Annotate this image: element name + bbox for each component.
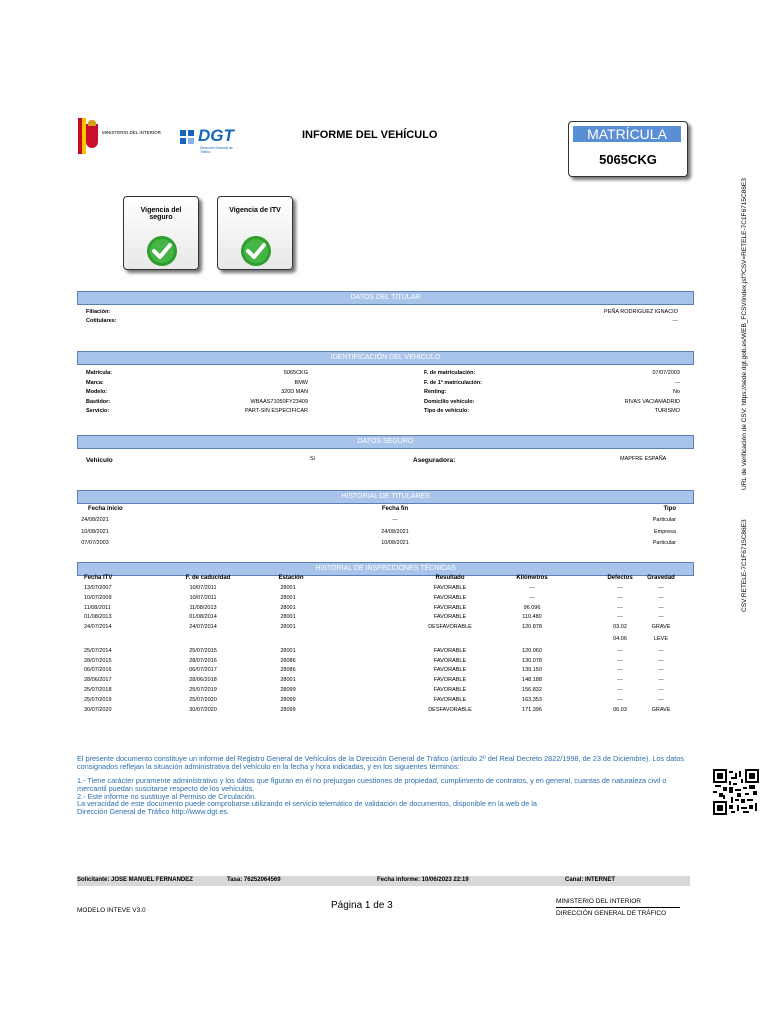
vehicle-field-value: BMW — [294, 379, 308, 386]
dgt-emblem-icon — [176, 126, 200, 150]
seguro-vehiculo-label: Vehículo — [86, 457, 113, 464]
aseguradora-label: Aseguradora: — [413, 457, 456, 464]
itv-table-cell: DESFAVORABLE — [428, 706, 472, 713]
itv-table-cell: FAVORABLE — [433, 604, 467, 611]
fecha-informe: Fecha informe: 10/06/2023 22:19 — [377, 877, 469, 883]
itv-table-cell: 28001 — [280, 647, 296, 654]
itv-table-cell: --- — [617, 647, 623, 654]
itv-table-cell: FAVORABLE — [433, 594, 467, 601]
itv-table-cell: 24/07/2014 — [84, 624, 112, 631]
itv-table-cell: --- — [529, 585, 535, 591]
owners-table-cell: 24/08/2021 — [81, 517, 109, 523]
itv-table-cell: GRAVE — [651, 706, 671, 713]
page-number: Página 1 de 3 — [331, 900, 393, 911]
itv-table-cell: --- — [617, 677, 623, 684]
itv-table-cell: 28001 — [280, 585, 296, 591]
footer-ministry: MINISTERIO DEL INTERIOR — [556, 898, 641, 905]
itv-table-cell: 163.353 — [522, 696, 542, 703]
csv-code: CSV:RETELE-7C1F6715C86E3 — [741, 519, 748, 612]
itv-table-cell: 96.096 — [523, 604, 541, 611]
insurance-validity-card — [123, 196, 199, 270]
legal-paragraph-4: La veracidad de este documento puede comprobarse utilizando el servicio telemático de validación de documentos, disponible en la web de la — [77, 799, 537, 808]
request-info-bar — [77, 876, 690, 886]
itv-table-cell: 28/06/2018 — [189, 677, 217, 684]
itv-table-cell: 148.188 — [522, 677, 542, 684]
itv-column-header: Resultado — [435, 575, 465, 581]
itv-table-cell: 25/07/2019 — [84, 696, 112, 703]
itv-table-cell: --- — [617, 667, 623, 674]
vehicle-field-label: Modelo: — [86, 389, 108, 395]
itv-table-cell: 28/06/2017 — [84, 677, 112, 684]
dgt-logo — [176, 126, 246, 154]
itv-column-header: Kilómetros — [516, 575, 548, 581]
vehicle-field-value: RIVAS VACIAMADRID — [624, 398, 680, 405]
itv-table-cell: 24/07/2014 — [189, 624, 217, 631]
insurance-validity-label: Vigencia del seguro — [140, 207, 182, 221]
itv-table-cell: --- — [658, 667, 664, 674]
vehicle-field-label: F. de 1ª matriculación: — [424, 379, 482, 386]
itv-table-cell: --- — [658, 614, 664, 621]
itv-validity-label: Vigencia de ITV — [229, 207, 281, 214]
dgt-subtitle: Dirección General de Tráfico — [200, 146, 233, 154]
owners-table-cell: 24/08/2021 — [381, 528, 409, 535]
vehicle-section-header: IDENTIFICACIÓN DEL VEHÍCULO — [77, 351, 694, 365]
itv-column-header: Defectos — [607, 575, 633, 581]
owners-table-cell: Empresa — [653, 528, 676, 535]
itv-table-cell: 28099 — [280, 696, 296, 703]
itv-table-cell: 25/07/2014 — [84, 647, 112, 654]
itv-table-cell: 25/07/2015 — [189, 647, 217, 654]
itv-column-header: Fecha ITV — [84, 575, 113, 581]
vehicle-field-label: Tipo de vehículo: — [424, 408, 470, 414]
owners-column-header: Fecha fin — [381, 506, 409, 512]
itv-table-cell: FAVORABLE — [433, 657, 467, 664]
legal-paragraph-3: 2.- Este informe no sustituye al Permiso de Circulación. — [77, 792, 257, 801]
itv-table-cell: 28086 — [280, 657, 296, 664]
itv-table-cell: --- — [658, 594, 664, 601]
vehicle-field-value: 07/07/2003 — [652, 370, 680, 376]
dgt-logo-text: DGT — [198, 126, 234, 145]
itv-table-cell: FAVORABLE — [433, 614, 467, 621]
vehicle-field-label: Servicio: — [86, 408, 110, 414]
plate-box — [568, 121, 688, 177]
itv-table-cell: 28001 — [280, 594, 296, 601]
itv-table-cell: 10/07/2009 — [84, 594, 112, 601]
itv-table-cell: --- — [617, 657, 623, 664]
legal-paragraph-1: El presente documento constituye un informe del Registro General de Vehículos de la Dirección General de Tráfico (artículo 2º del Real Decreto 2822/1998, de 23 de Diciembre). Los datos consignados reflejan la situación administrativa del vehículo en la fecha y hora indicadas, y en los siguientes términos: — [77, 754, 685, 771]
footer-direction: DIRECCIÓN GENERAL DE TRÁFICO — [556, 910, 667, 917]
check-icon — [146, 235, 178, 267]
filiacion-value: PEÑA RODRIGUEZ IGNACIO — [604, 309, 678, 315]
itv-table-cell: 130.078 — [522, 657, 542, 664]
canal: Canal: INTERNET — [565, 877, 616, 883]
owners-table-cell: 10/08/2021 — [81, 528, 109, 535]
itv-table-cell: 06/07/2016 — [84, 667, 112, 674]
itv-table-cell: 28/07/2015 — [84, 657, 112, 664]
cotitulares-label: Cotitulares: — [86, 318, 117, 324]
itv-table-cell: 28099 — [280, 687, 296, 693]
itv-table-cell: 04.06 — [613, 636, 627, 642]
legal-paragraph-2: 1.- Tiene carácter puramente administrativo y los datos que figuran en él no prejuzgan cuestiones de propiedad, cumplimiento de contratos, y en general, cuantas de naturaleza civil o mercantil puedan suscitarse respecto de los vehículos. — [77, 776, 667, 793]
ministry-name: MINISTERIO DEL INTERIOR — [102, 130, 161, 135]
itv-table-cell: 110.480 — [522, 614, 542, 621]
owners-column-header: Tipo — [663, 506, 676, 512]
itv-table-cell: 28001 — [280, 624, 296, 631]
owners-table-cell: 10/08/2021 — [381, 540, 409, 546]
itv-table-cell: GRAVE — [651, 624, 671, 631]
itv-table-cell: 10/07/2011 — [189, 594, 217, 601]
owners-history-section-header: HISTORIAL DE TITULARES — [77, 490, 694, 504]
itv-table-cell: 01/08/2013 — [84, 614, 112, 621]
itv-table-cell: 10/07/2011 — [189, 585, 217, 591]
legal-paragraph-5: Dirección General de Tráfico http://www.dgt.es. — [77, 807, 230, 816]
itv-table-cell: FAVORABLE — [433, 667, 467, 674]
owners-table-cell: --- — [392, 517, 398, 523]
vehicle-field-value: 320D MAN — [281, 389, 308, 395]
qr-code-image — [713, 769, 759, 815]
itv-table-cell: 28/07/2016 — [189, 657, 217, 664]
itv-table-cell: 25/07/2019 — [189, 687, 217, 693]
itv-table-cell: --- — [658, 647, 664, 654]
solicitante: Solicitante: JOSE MANUEL FERNANDEZ — [77, 877, 193, 883]
itv-table-cell: 11/08/2011 — [84, 604, 111, 611]
itv-table-cell: FAVORABLE — [433, 677, 467, 684]
plate-value: 5065CKG — [599, 152, 657, 167]
spain-coat-of-arms-logo — [78, 118, 96, 154]
itv-table-cell: --- — [529, 594, 535, 601]
owners-table-cell: 07/07/2003 — [81, 540, 109, 546]
check-icon — [240, 235, 272, 267]
vehicle-field-label: Marca: — [86, 379, 104, 386]
itv-table-cell: 30/07/2020 — [189, 706, 217, 713]
itv-table-cell: 11/08/2013 — [189, 604, 217, 611]
owners-table-cell: Particular — [652, 517, 676, 523]
itv-table-cell: 25/07/2018 — [84, 687, 112, 693]
itv-table-cell: 28001 — [280, 614, 296, 621]
itv-table-cell: --- — [658, 657, 664, 664]
itv-table-cell: 120.878 — [522, 624, 542, 631]
vehicle-field-label: Domicilio vehículo: — [424, 398, 475, 405]
itv-table-cell: FAVORABLE — [433, 687, 467, 693]
itv-table-cell: --- — [617, 604, 623, 611]
itv-history-section-header: HISTORIAL DE INSPECCIONES TÉCNICAS — [77, 562, 694, 576]
itv-table-cell: --- — [617, 687, 623, 693]
tasa: Tasa: 76252064569 — [227, 877, 281, 883]
itv-table-cell: --- — [658, 585, 664, 591]
footer-divider — [556, 907, 680, 908]
itv-table-cell: 30/07/2020 — [84, 706, 112, 713]
vehicle-field-value: --- — [674, 379, 680, 386]
itv-table-cell: FAVORABLE — [433, 585, 467, 591]
itv-column-header: Gravedad — [647, 575, 675, 581]
seguro-vehiculo-value: Si — [310, 456, 315, 462]
csv-verification-url: URL de Verificación de CSV: https://sede.dgt.gob.es/WEB_FCSV/index.jsf?CSV=RETELE-7C1F6715C86E3 — [741, 178, 748, 490]
plate-label: MATRÍCULA — [573, 126, 681, 142]
aseguradora-value: MAPFRE ESPAÑA — [620, 456, 667, 462]
itv-table-cell: --- — [658, 687, 664, 693]
itv-table-cell: FAVORABLE — [433, 647, 467, 654]
itv-column-header: Estación — [278, 575, 304, 581]
itv-table-cell: 03.02 — [613, 624, 627, 631]
itv-validity-card — [217, 196, 293, 270]
itv-table-cell: 171.396 — [522, 706, 542, 713]
itv-table-cell: 06.03 — [613, 706, 627, 713]
itv-table-cell: 28001 — [280, 604, 296, 611]
vehicle-field-label: Renting: — [424, 389, 447, 395]
itv-table-cell: --- — [617, 696, 623, 703]
itv-table-cell: --- — [617, 594, 623, 601]
itv-table-cell: --- — [658, 604, 664, 611]
vehicle-field-label: F. de matriculación: — [424, 370, 476, 376]
itv-table-cell: 13/07/2007 — [84, 585, 112, 591]
itv-table-cell: 28099 — [280, 706, 296, 713]
cotitulares-value: --- — [672, 318, 678, 324]
itv-table-cell: --- — [617, 585, 623, 591]
vehicle-field-value: WBAAS71050FY23409 — [250, 398, 308, 405]
itv-table-cell: 139.150 — [522, 667, 542, 674]
itv-column-header: F. de caducidad — [185, 575, 231, 581]
itv-table-cell: --- — [658, 696, 664, 703]
itv-table-cell: 156.832 — [522, 687, 542, 693]
model-version: MODELO INTEVE V3.0 — [77, 907, 146, 914]
vehicle-field-value: PART-SIN ESPECIFICAR — [244, 408, 308, 414]
itv-table-cell: 01/08/2014 — [189, 614, 217, 621]
vehicle-field-value: No — [672, 389, 680, 395]
owners-table-cell: Particular — [652, 540, 676, 546]
page-title: INFORME DEL VEHÍCULO — [302, 129, 438, 141]
itv-table-cell: --- — [658, 677, 664, 684]
itv-table-cell: FAVORABLE — [433, 696, 467, 703]
itv-table-cell: 28001 — [280, 677, 296, 684]
vehicle-field-label: Bastidor: — [86, 398, 111, 405]
itv-table-cell: 120.960 — [522, 647, 542, 654]
itv-table-cell: 28086 — [280, 667, 296, 674]
itv-table-cell: 06/07/2017 — [189, 667, 217, 674]
insurance-section-header: DATOS SEGURO — [77, 435, 694, 449]
filiacion-label: Filiación: — [86, 309, 111, 315]
itv-table-cell: 25/07/2020 — [189, 696, 217, 703]
itv-table-cell: --- — [617, 614, 623, 621]
vehicle-field-value: TURISMO — [654, 408, 680, 414]
vehicle-field-value: 5065CKG — [283, 370, 308, 376]
owners-column-header: Fecha inicio — [88, 506, 123, 512]
vehicle-field-label: Matrícula: — [86, 370, 112, 376]
itv-table-cell: DESFAVORABLE — [428, 624, 472, 631]
itv-table-cell: LEVE — [653, 636, 669, 642]
titular-section-header: DATOS DEL TITULAR — [77, 291, 694, 305]
